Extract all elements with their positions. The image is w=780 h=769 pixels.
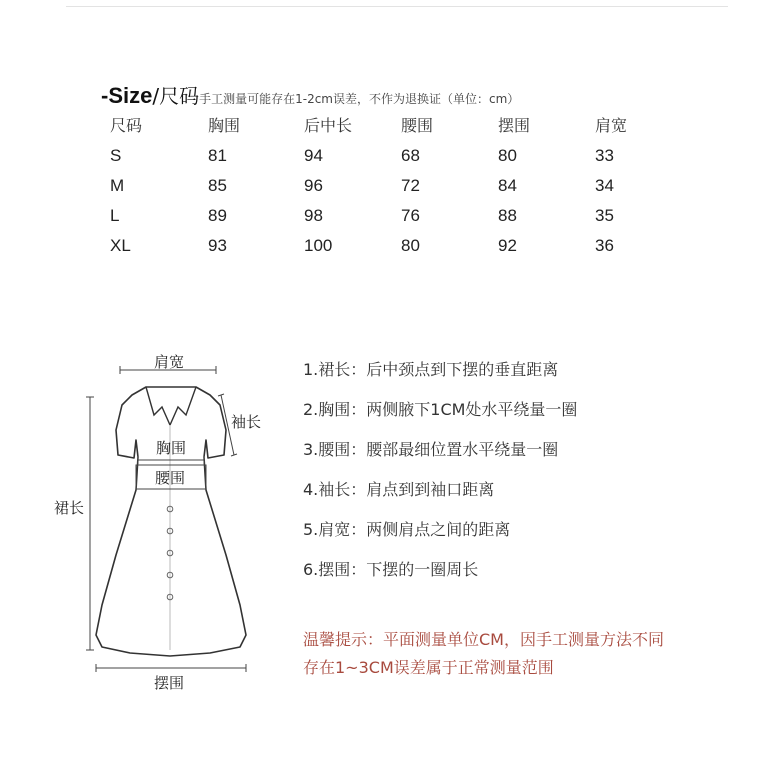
measurement-note: 手工测量可能存在1-2cm误差，不作为退换证（单位：cm） (199, 92, 520, 106)
table-cell: 72 (401, 176, 420, 195)
table-cell: 33 (595, 146, 614, 165)
table-cell: 84 (498, 176, 517, 195)
shoulder-label: 肩宽 (154, 353, 185, 371)
tip-line-1: 温馨提示：平面测量单位CM，因手工测量方法不同 (303, 630, 664, 649)
header-chest: 胸围 (208, 116, 241, 135)
size-heading (101, 80, 519, 109)
hem-label: 摆围 (154, 674, 185, 692)
chest-label: 胸围 (156, 439, 187, 457)
dress-outline (96, 387, 246, 656)
table-cell: M (110, 176, 125, 195)
table-cell: XL (110, 236, 131, 255)
table-cell: 76 (401, 206, 420, 225)
table-cell: 81 (208, 146, 227, 165)
header-back-length: 后中长 (304, 116, 353, 135)
table-cell: 80 (401, 236, 420, 255)
table-cell: 35 (595, 206, 614, 225)
table-cell: 98 (304, 206, 323, 225)
size-title-cn: /尺码 (152, 84, 200, 108)
table-cell: 94 (304, 146, 323, 165)
dress-diagram (50, 345, 265, 695)
table-cell: 100 (304, 236, 333, 255)
header-hem: 摆围 (498, 116, 531, 135)
size-title-en: -Size (101, 83, 153, 108)
sleeve-label: 袖长 (231, 413, 262, 431)
header-waist: 腰围 (401, 116, 434, 135)
hem-width-arrow (96, 664, 246, 672)
length-label: 裙长 (54, 499, 85, 517)
table-cell: 93 (208, 236, 227, 255)
header-shoulder: 肩宽 (595, 116, 628, 135)
waist-label: 腰围 (155, 469, 186, 487)
table-cell: 68 (401, 146, 420, 165)
instruction-item: 1.裙长：后中颈点到下摆的垂直距离 (303, 360, 559, 379)
table-cell: 36 (595, 236, 614, 255)
header-size: 尺码 (110, 116, 143, 135)
table-cell: S (110, 146, 122, 165)
table-cell: 92 (498, 236, 517, 255)
table-cell: 80 (498, 146, 517, 165)
tip-note (303, 626, 743, 682)
tip-line-2: 存在1~3CM误差属于正常测量范围 (303, 658, 554, 677)
instruction-item: 4.袖长：肩点到到袖口距离 (303, 480, 495, 499)
instruction-item: 2.胸围：两侧腋下1CM处水平绕量一圈 (303, 400, 578, 419)
dress-length-arrow (86, 397, 94, 650)
table-cell: 96 (304, 176, 323, 195)
top-divider (66, 6, 728, 7)
table-cell: L (110, 206, 120, 225)
table-cell: 88 (498, 206, 517, 225)
table-cell: 89 (208, 206, 227, 225)
instruction-item: 6.摆围：下摆的一圈周长 (303, 560, 479, 579)
table-cell: 85 (208, 176, 227, 195)
instruction-item: 3.腰围：腰部最细位置水平绕量一圈 (303, 440, 559, 459)
table-cell: 34 (595, 176, 614, 195)
instruction-item: 5.肩宽：两侧肩点之间的距离 (303, 520, 511, 539)
